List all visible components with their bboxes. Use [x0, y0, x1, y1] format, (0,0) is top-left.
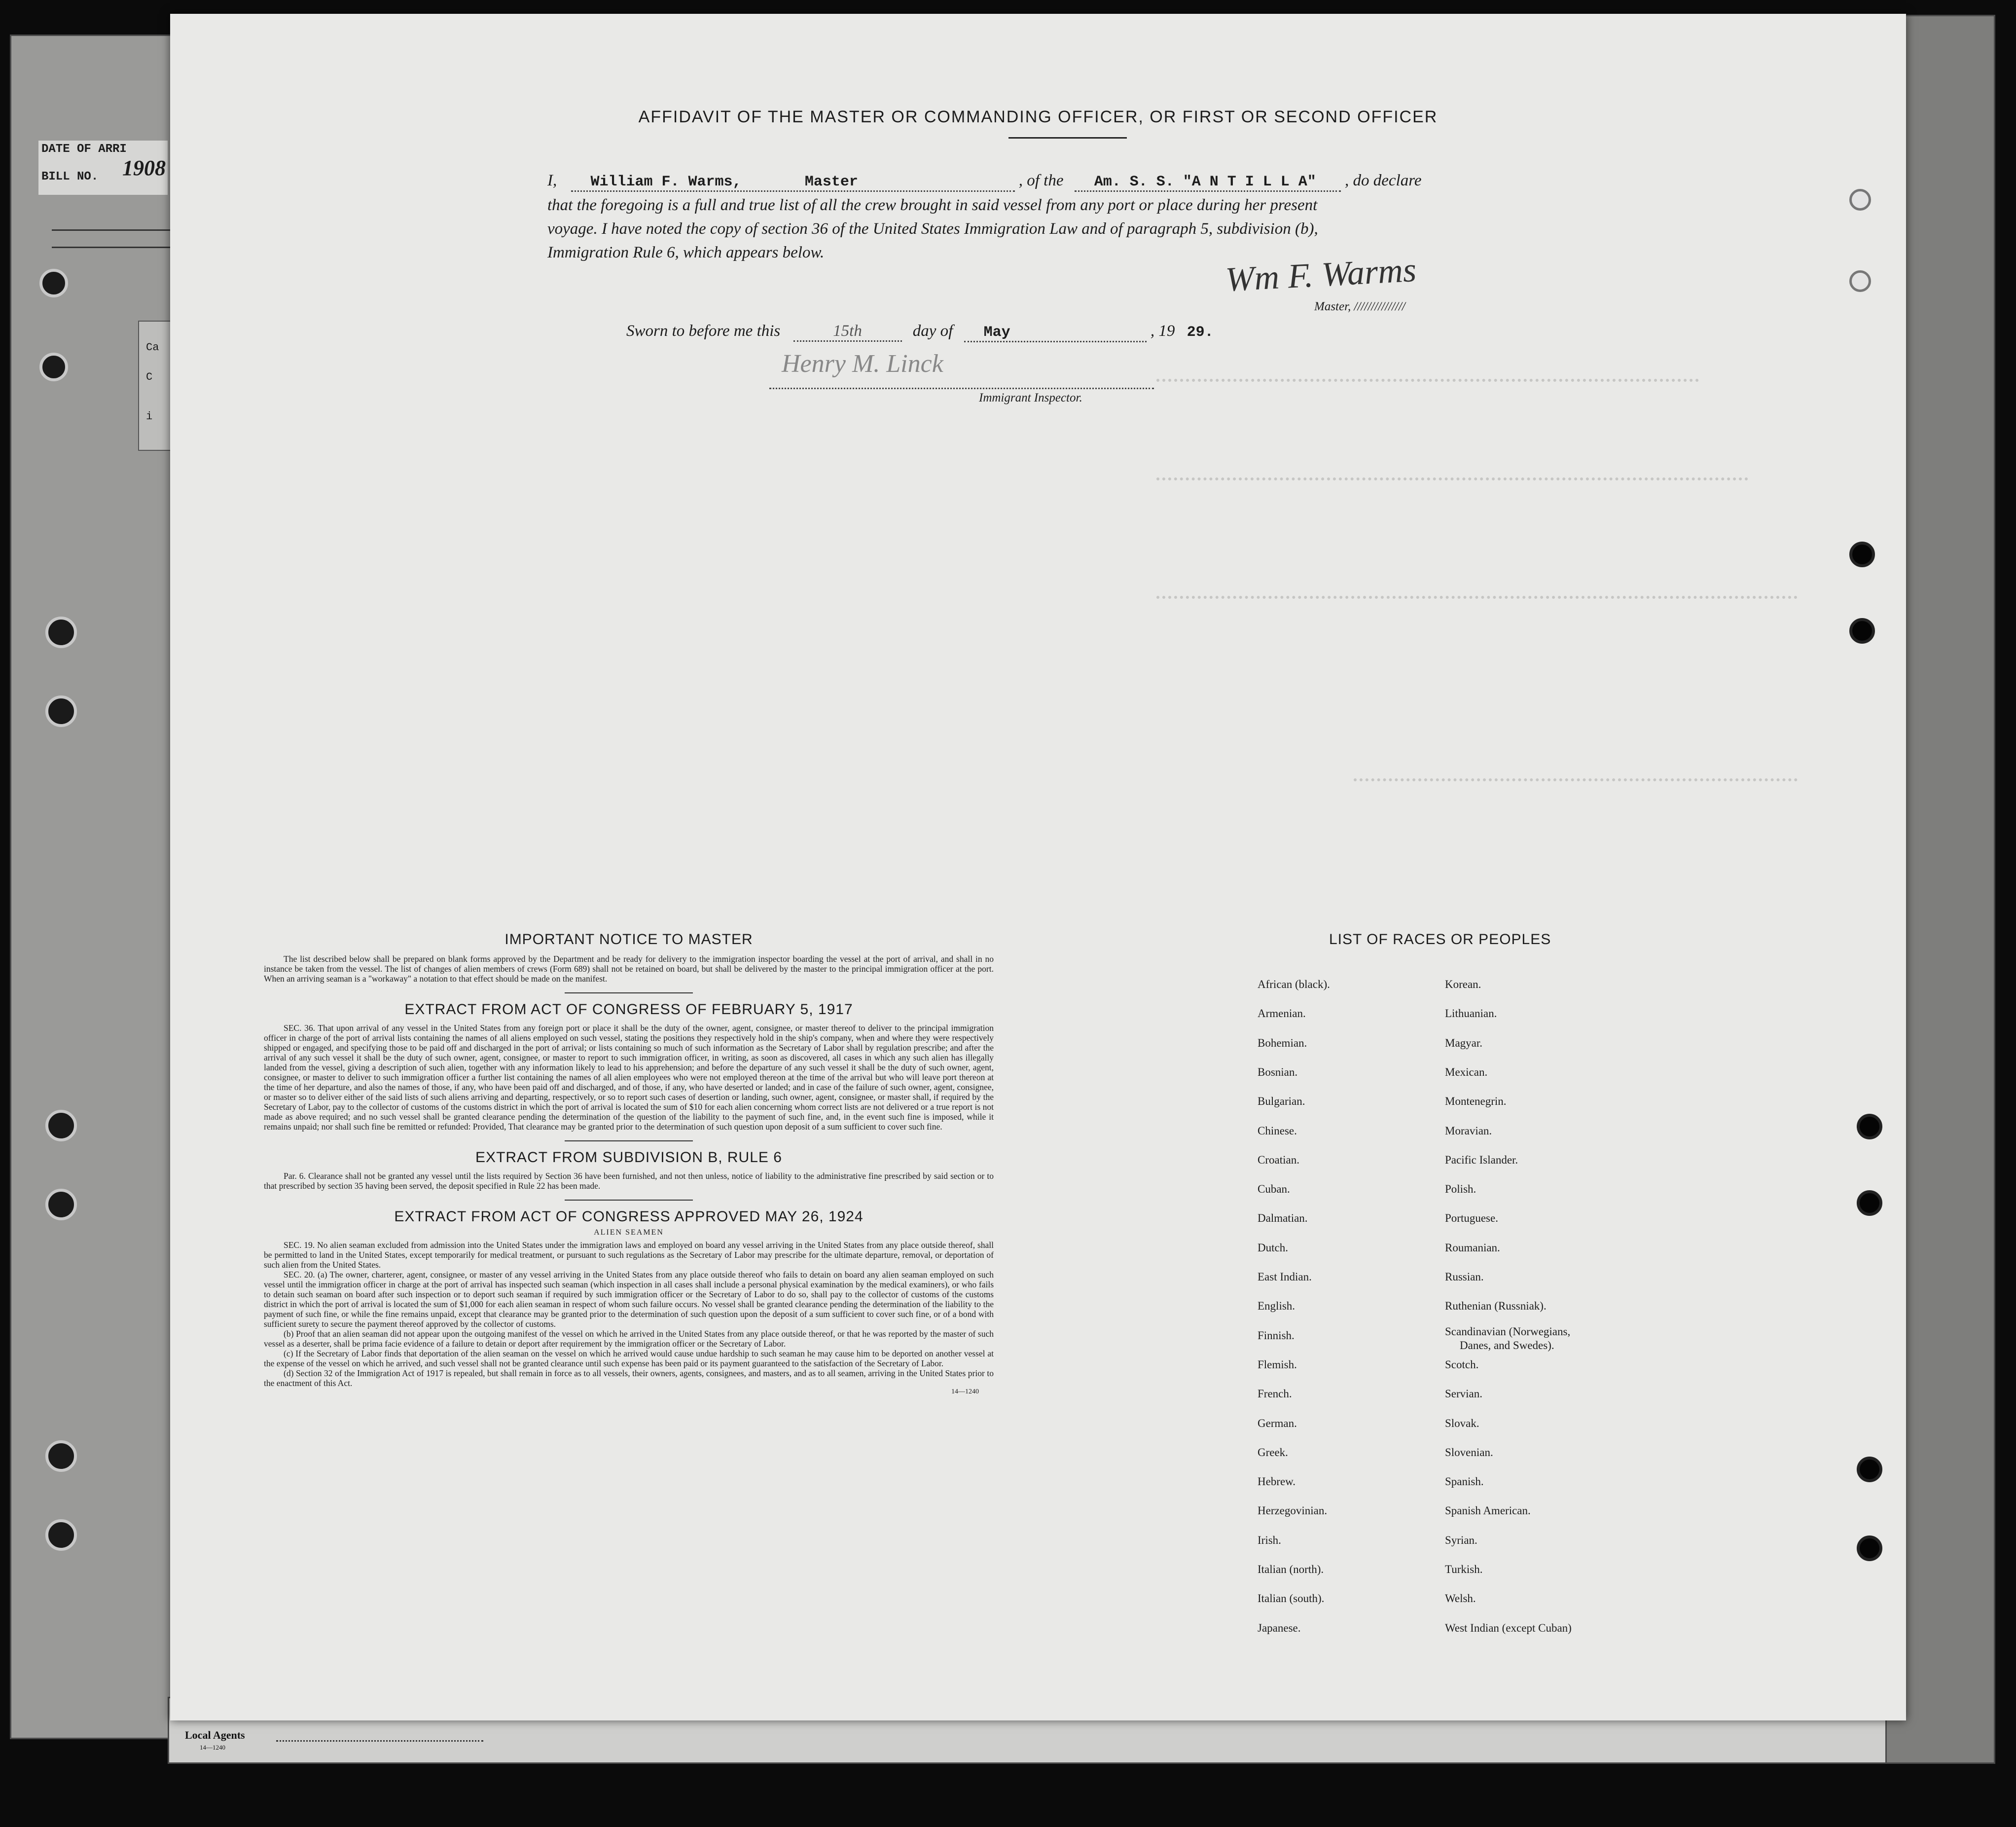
race-right-item: Magyar.: [1445, 1037, 1483, 1049]
race-right-item: Turkish.: [1445, 1563, 1483, 1575]
extract1-text: SEC. 36. That upon arrival of any vessel in the United States from any foreign port or place it shall be the duty of the owner, agent, consignee, or master thereof to deliver to the principal immigration officer in charge of the port of arrival lists containing the names of all aliens employed on such vessel, stating the positions they respectively hold in the ship's company, when and where they were respectively shipped or engaged, and specifying those to be paid off and discharged in the port of arrival; or lists containing so much of such information as the Secretary of Labor shall by regulation prescribe; and after the arrival of any such vessel it shall be the duty of such owner, agent, consignee, or master to report to such immigration officer, in writing, as soon as discovered, all cases in which any such alien has illegally landed from the vessel, giving a description of such alien, together with any information likely to lead to his apprehension; and before the departure of any such vessel it shall be the duty of such owner, agent, consignee, or master to deliver to such immigration officer a further list containing the names of all alien employees who were not employed thereon at the time of the arrival but who will leave port thereon at the time of her departure, and also the names of those, if any, who have been paid off and discharged, and of those, if any, who have deserted or landed; and in case of the failure of such owner, agent, consignee, or master so to deliver either of the said lists of such aliens arriving and departing, respectively, or so to report such cases of desertion or landing, such owner, agent, consignee, or master shall, if required by the Secretary of Labor, pay to the collector of customs of the customs district in which the port of arrival is located the sum of $10 for each alien concerning whom correct lists are not delivered or a true report is not made as above required; and no such vessel shall be granted clearance pending the determination of the question of the liability to the payment of such fine, and, in the event such fine is imposed, while it remains unpaid; nor shall such fine be remitted or refunded: Provided, That clearance may be granted prior to the determination of such question upon deposit of a sum sufficient to cover such fine.: [264, 1023, 994, 1132]
binder-hole-2: [39, 353, 68, 381]
race-right-item: Slovenian.: [1445, 1446, 1493, 1459]
race-left-item: Italian (south).: [1258, 1592, 1325, 1605]
page-hole-5: [1857, 1114, 1882, 1139]
race-left-item: Bulgarian.: [1258, 1095, 1305, 1107]
race-left-item: Cuban.: [1258, 1183, 1290, 1195]
notice-rule-1: [565, 992, 693, 993]
page-hole-4: [1849, 618, 1875, 644]
binder-hole-6: [45, 1189, 77, 1220]
affidavit-title: AFFIDAVIT OF THE MASTER OR COMMANDING OFFICER, OR FIRST OR SECOND OFFICER: [638, 108, 1438, 126]
race-right-item: West Indian (except Cuban): [1445, 1622, 1572, 1634]
race-left-item: Irish.: [1258, 1534, 1281, 1546]
race-left-item: Finnish.: [1258, 1329, 1295, 1342]
local-agents-rule: [276, 1740, 483, 1742]
side-letter-1: Ca: [146, 341, 159, 354]
extract3-title: EXTRACT FROM ACT OF CONGRESS APPROVED MAY 26, 1924: [394, 1208, 864, 1225]
race-left-item: Armenian.: [1258, 1007, 1306, 1020]
race-left-item: German.: [1258, 1417, 1297, 1429]
declaration-body-1: that the foregoing is a full and true list of all the crew brought in said vessel from any port or place during her present: [547, 196, 1318, 214]
race-right-item: Mexican.: [1445, 1066, 1488, 1078]
races-title: LIST OF RACES OR PEOPLES: [1329, 931, 1551, 948]
do-declare-label: , do declare: [1344, 172, 1422, 189]
race-left-item: French.: [1258, 1388, 1292, 1400]
notice-title: IMPORTANT NOTICE TO MASTER: [504, 931, 753, 948]
notice-rule-2: [565, 1140, 693, 1141]
race-right-item: Scotch.: [1445, 1358, 1479, 1371]
declarant-rank: Master: [804, 174, 858, 190]
binder-hole-7: [45, 1440, 77, 1472]
back-sheet-left: [10, 35, 180, 1739]
affidavit-page: [170, 14, 1906, 1720]
race-right-item: Montenegrin.: [1445, 1095, 1507, 1107]
margin-label-block: [38, 141, 168, 195]
extract3-sec19: SEC. 19. No alien seaman excluded from admission into the United States under the immigration laws and employed on board any vessel arriving in the United States from any place outside thereof, shall be permitted to land in the United States, except temporarily for medical treatment, or pursuant to such regulations as the Secretary of Labor may prescribe for the ultimate departure, removal, or deportation of such alien from the United States.: [264, 1240, 994, 1270]
bill-no-label: BILL NO.: [41, 170, 99, 183]
local-agents-form: 14—1240: [200, 1744, 225, 1751]
inspector-title: Immigrant Inspector.: [979, 391, 1082, 404]
margin-side-tab: [138, 321, 175, 451]
inspector-sig-line: [769, 388, 1154, 389]
date-of-arrival-label: DATE OF ARRI: [41, 143, 127, 156]
binder-hole-5: [45, 1110, 77, 1141]
binder-hole-4: [45, 695, 77, 727]
race-right-item: Moravian.: [1445, 1125, 1492, 1137]
inspector-signature: Henry M. Linck: [782, 350, 943, 378]
race-right-item: Syrian.: [1445, 1534, 1477, 1546]
race-left-item: Hebrew.: [1258, 1475, 1296, 1488]
side-letter-3: i: [146, 410, 153, 423]
declarant-field: [571, 172, 1015, 192]
day-of-label: day of: [912, 322, 953, 340]
vessel-field: [1075, 172, 1341, 192]
page-hole-6: [1857, 1190, 1882, 1216]
page-hole-2: [1849, 270, 1871, 292]
race-right-item: Servian.: [1445, 1388, 1483, 1400]
extract3-sec20a: SEC. 20. (a) The owner, charterer, agent, consignee, or master of any vessel arriving in the United States from any place outside thereof who fails to detain on board any alien seaman employed on such vessel until the immigration officer in charge at the port of arrival has inspected such seaman (which inspection in all cases shall include a personal physical examination by the medical examiners), or who fails to detain such seaman on board after such inspection or to deport such seaman if required by such immigration officer or the Secretary of Labor to do so, shall pay to the collector of customs of the customs district in which the port of arrival is located the sum of $1,000 for each alien seaman in respect of whom such failure occurs. No vessel shall be granted clearance pending the determination of the liability to the payment of such fine, or while the fine remains unpaid, except that clearance may be granted prior to the determination of such question upon the deposit of a sum sufficient to cover such fine, or of a bond with sufficient surety to secure the payment thereof approved by the collector of customs.: [264, 1270, 994, 1329]
declarant-name: William F. Warms,: [590, 174, 742, 190]
race-left-item: Greek.: [1258, 1446, 1288, 1459]
vessel-name: Am. S. S. "A N T I L L A": [1094, 174, 1316, 190]
binder-hole-1: [39, 269, 68, 297]
sworn-line: [626, 322, 1214, 342]
bleed-through-4: [1354, 778, 1798, 788]
extract3-sec20c: (c) If the Secretary of Labor finds that deportation of the alien seaman on the vessel on which he arrived would cause undue hardship to such seaman he may cause him to be deported on another vessel at the expense of the vessel on which he arrived, and such vessel shall not be granted clearance until such expense has been paid or its payment guaranteed to the satisfaction of the Secretary of Labor.: [264, 1349, 994, 1368]
side-letter-2: C: [146, 371, 153, 383]
notice-column: [264, 931, 994, 1396]
sworn-day-field: [793, 322, 902, 342]
race-left-item: East Indian.: [1258, 1271, 1312, 1283]
race-right-item: Lithuanian.: [1445, 1007, 1497, 1020]
race-right-item: Portuguese.: [1445, 1212, 1498, 1224]
master-signature: Wm F. Warms: [1224, 251, 1417, 299]
extract3-sec20d: (d) Section 32 of the Immigration Act of 1917 is repealed, but shall remain in force as to all vessels, their owners, agents, consignees, and masters, and as to all seamen, arriving in the United States prior to the enactment of this Act.: [264, 1368, 994, 1388]
race-right-item: Scandinavian (Norwegians,: [1445, 1325, 1571, 1338]
margin-rule-1: [52, 229, 170, 231]
race-left-item: Herzegovinian.: [1258, 1504, 1328, 1517]
alien-seamen-heading: ALIEN SEAMEN: [594, 1228, 664, 1237]
notice-form-number: 14—1240: [951, 1388, 979, 1395]
race-left-item: Croatian.: [1258, 1154, 1299, 1166]
race-left-item: Japanese.: [1258, 1622, 1301, 1634]
page-hole-8: [1857, 1535, 1882, 1561]
page-hole-7: [1857, 1457, 1882, 1482]
race-left-item: African (black).: [1258, 978, 1330, 990]
declaration-body-3: Immigration Rule 6, which appears below.: [547, 244, 825, 261]
of-the-label: , of the: [1018, 172, 1064, 189]
race-left-item: Bosnian.: [1258, 1066, 1298, 1078]
sworn-label: Sworn to before me this: [626, 322, 781, 340]
declaration-line: [547, 172, 1421, 192]
race-left-item: Chinese.: [1258, 1125, 1297, 1137]
extract1-title: EXTRACT FROM ACT OF CONGRESS OF FEBRUARY 5, 1917: [404, 1001, 853, 1018]
extract3-sec20b: (b) Proof that an alien seaman did not appear upon the outgoing manifest of the vessel on which he arrived in the United States from any place outside thereof, or that he was reported by the master of such vessel as a deserter, shall be prima facie evidence of a failure to detain or deport after requirement by the immigration officer or the Secretary of Labor.: [264, 1329, 994, 1349]
bill-number: 1908: [122, 156, 166, 180]
extract2-text: Par. 6. Clearance shall not be granted any vessel until the lists required by Section 36 have been furnished, and not then unless, notice of liability to the administrative fine prescribed by said section or to that prescribed by section 35 having been served, the deposit specified in Rule 22 has been made.: [264, 1171, 994, 1191]
title-rule: [1008, 137, 1127, 139]
race-right-item: Spanish American.: [1445, 1504, 1531, 1517]
race-right-item: Polish.: [1445, 1183, 1476, 1195]
race-right-item: Roumanian.: [1445, 1242, 1500, 1254]
race-right-item: Welsh.: [1445, 1592, 1476, 1605]
race-left-item: Flemish.: [1258, 1358, 1297, 1371]
bleed-through-2: [1156, 477, 1748, 487]
bleed-through-1: [1156, 379, 1699, 389]
master-signature-title: Master, ///////////////: [1314, 300, 1405, 313]
page-hole-1: [1849, 189, 1871, 211]
binder-hole-3: [45, 617, 77, 648]
i-label: I,: [547, 172, 557, 189]
races-list: [1258, 978, 1825, 1659]
race-left-item: Dalmatian.: [1258, 1212, 1308, 1224]
race-right-item: Spanish.: [1445, 1475, 1484, 1488]
sworn-day: 15th: [833, 322, 862, 340]
page-hole-3: [1849, 542, 1875, 567]
sworn-month-field: [964, 322, 1147, 342]
sworn-month: May: [983, 324, 1010, 341]
binder-hole-8: [45, 1519, 77, 1551]
notice-rule-3: [565, 1200, 693, 1201]
race-left-item: Italian (north).: [1258, 1563, 1324, 1575]
race-left-item: Dutch.: [1258, 1242, 1288, 1254]
year-prefix: , 19: [1150, 322, 1175, 340]
race-left-item: English.: [1258, 1300, 1296, 1312]
race-scandinavian-cont: Danes, and Swedes).: [1460, 1339, 1554, 1352]
race-right-item: Ruthenian (Russniak).: [1445, 1300, 1547, 1312]
notice-text: The list described below shall be prepared on blank forms approved by the Department and be ready for delivery to the immigration inspector boarding the vessel at the port of arrival, and shall in no instance be taken from the vessel. The list of changes of alien members of crews (Form 689) shall not be retained on board, but shall be delivered by the master to the principal immigration officer at the port. When an arriving seaman is a "workaway" a notation to that effect should be made on the manifest.: [264, 954, 994, 984]
sworn-year: 29.: [1187, 324, 1214, 341]
declaration-body-2: voyage. I have noted the copy of section 36 of the United States Immigration Law and of paragraph 5, subdivision (b),: [547, 220, 1318, 238]
race-right-item: Korean.: [1445, 978, 1481, 990]
local-agents-label: Local Agents: [185, 1729, 245, 1741]
race-right-item: Slovak.: [1445, 1417, 1479, 1429]
margin-rule-2: [52, 247, 170, 248]
race-left-item: Bohemian.: [1258, 1037, 1307, 1049]
extract2-title: EXTRACT FROM SUBDIVISION B, RULE 6: [475, 1149, 782, 1166]
race-right-item: Pacific Islander.: [1445, 1154, 1518, 1166]
race-right-item: Russian.: [1445, 1271, 1484, 1283]
bleed-through-3: [1156, 596, 1798, 606]
